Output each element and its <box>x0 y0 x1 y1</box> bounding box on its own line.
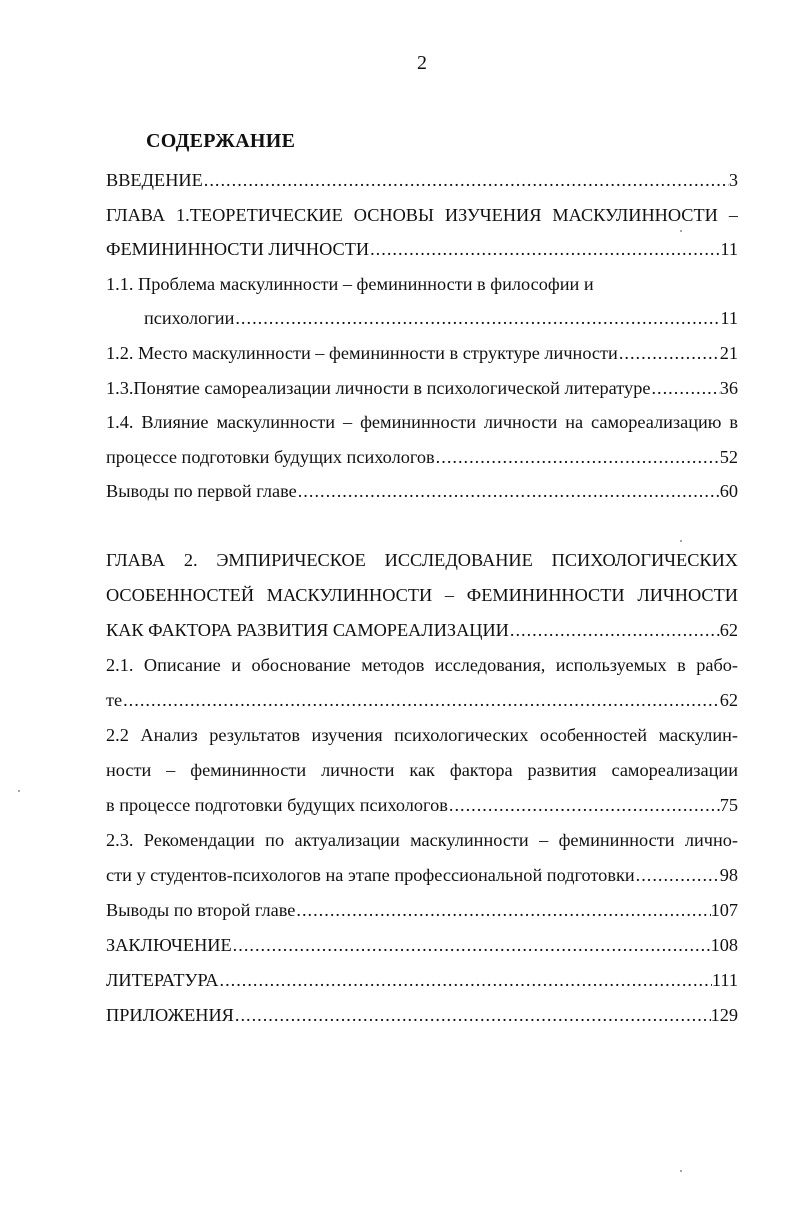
dot-leader <box>650 371 719 406</box>
toc-title: СОДЕРЖАНИЕ <box>146 130 296 152</box>
page-number: 2 <box>417 52 427 74</box>
toc-entry-text: ПРИЛОЖЕНИЯ <box>106 1004 234 1025</box>
toc-entry-text: 2.2 Анализ результатов изучения психологических особенностей маскулин- <box>106 724 738 745</box>
toc-entry-text: ФЕМИНИННОСТИ ЛИЧНОСТИ <box>106 239 370 260</box>
dot-leader <box>297 474 720 509</box>
toc-entry-chapter-1-line-1[interactable] <box>106 198 738 233</box>
toc-entry-introduction[interactable] <box>106 163 738 198</box>
toc-entry-2-3-line-2[interactable] <box>106 858 738 893</box>
toc-entry-1-2[interactable] <box>106 336 738 371</box>
toc-entry-2-1-line-2[interactable] <box>106 683 738 718</box>
toc-entry-page: 52 <box>719 446 738 467</box>
toc-entry-2-2-line-3[interactable] <box>106 788 738 823</box>
toc-entry-text: Выводы по второй главе <box>106 899 296 920</box>
toc-entry-page: 108 <box>710 934 738 955</box>
toc-entry-2-2-line-1[interactable] <box>106 718 738 753</box>
dot-leader <box>435 440 720 475</box>
toc-entry-page: 98 <box>719 864 738 885</box>
toc-entry-page: 11 <box>720 239 738 260</box>
toc-entry-1-1-line-2[interactable] <box>106 301 738 336</box>
toc-entry-text: ности – фемининности личности как фактора развития самореализации <box>106 759 738 780</box>
toc-entry-text: КАК ФАКТОРА РАЗВИТИЯ САМОРЕАЛИЗАЦИИ <box>106 619 509 640</box>
toc-entry-text: ОСОБЕННОСТЕЙ МАСКУЛИННОСТИ – ФЕМИНИННОСТИ ЛИЧНОСТИ <box>106 584 738 605</box>
toc-entry-text: ЛИТЕРАТУРА <box>106 969 219 990</box>
toc-entry-conclusions-1[interactable] <box>106 474 738 509</box>
dot-leader <box>635 858 720 893</box>
dot-leader <box>234 301 720 336</box>
toc-entry-page: 62 <box>719 619 738 640</box>
toc-entry-text: Выводы по первой главе <box>106 481 297 502</box>
toc-entry-text: 1.2. Место маскулинности – фемининности в структуре личности <box>106 342 618 363</box>
scan-speck <box>680 230 682 232</box>
toc-entry-text: ВВЕДЕНИЕ <box>106 170 203 190</box>
toc-entry-text: 2.3. Рекомендации по актуализации маскулинности – фемининности лично- <box>106 829 738 850</box>
toc-entry-text: 1.4. Влияние маскулинности – фемининности личности на самореализацию в <box>106 412 738 433</box>
toc-entry-chapter-2-line-1[interactable] <box>106 543 738 578</box>
toc-entry-text: в процессе подготовки будущих психологов <box>106 794 448 815</box>
table-of-contents <box>106 163 738 1033</box>
dot-leader <box>618 336 720 371</box>
toc-entry-chapter-2-line-2[interactable] <box>106 578 738 613</box>
toc-entry-appendices[interactable] <box>106 998 738 1033</box>
toc-entry-text: психологии <box>144 308 235 329</box>
toc-entry-text: сти у студентов-психологов на этапе профессиональной подготовки <box>106 864 635 885</box>
dot-leader <box>234 998 711 1033</box>
toc-entry-1-1-line-1[interactable] <box>106 267 738 302</box>
toc-entry-page: 107 <box>710 899 738 920</box>
toc-entry-1-3[interactable] <box>106 371 738 406</box>
toc-entry-chapter-2-line-3[interactable] <box>106 613 738 648</box>
toc-entry-literature[interactable] <box>106 963 738 998</box>
dot-leader <box>219 963 712 998</box>
toc-entry-conclusions-2[interactable] <box>106 893 738 928</box>
toc-entry-2-2-line-2[interactable] <box>106 753 738 788</box>
toc-entry-page: 62 <box>719 689 738 710</box>
dot-leader <box>369 232 720 267</box>
toc-entry-page: 75 <box>719 794 738 815</box>
toc-entry-text: ГЛАВА 2. ЭМПИРИЧЕСКОЕ ИССЛЕДОВАНИЕ ПСИХОЛОГИЧЕСКИХ <box>106 549 738 570</box>
toc-entry-text: процессе подготовки будущих психологов <box>106 446 435 467</box>
dot-leader <box>232 928 711 963</box>
toc-entry-1-4-line-1[interactable] <box>106 405 738 440</box>
toc-entry-chapter-1-line-2[interactable] <box>106 232 738 267</box>
toc-entry-text: ГЛАВА 1.ТЕОРЕТИЧЕСКИЕ ОСНОВЫ ИЗУЧЕНИЯ МАСКУЛИННОСТИ – <box>106 204 738 225</box>
scan-speck <box>18 790 20 792</box>
toc-entry-page: 21 <box>719 342 738 363</box>
dot-leader <box>448 788 720 823</box>
dot-leader <box>295 893 710 928</box>
toc-entry-text: 1.3.Понятие самореализации личности в психологической литературе <box>106 377 651 398</box>
scan-speck <box>680 540 682 542</box>
toc-entry-conclusion[interactable] <box>106 928 738 963</box>
toc-entry-page: 111 <box>711 969 738 990</box>
dot-leader <box>509 613 720 648</box>
toc-entry-text: 2.1. Описание и обоснование методов исследования, используемых в рабо- <box>106 654 738 675</box>
toc-entry-1-4-line-2[interactable] <box>106 440 738 475</box>
toc-entry-text: 1.1. Проблема маскулинности – фемининности в философии и <box>106 273 594 294</box>
dot-leader <box>203 163 729 198</box>
toc-entry-2-3-line-1[interactable] <box>106 823 738 858</box>
toc-entry-page: 3 <box>728 170 738 190</box>
toc-entry-text: те <box>106 689 123 710</box>
toc-entry-page: 60 <box>719 481 738 502</box>
toc-entry-page: 36 <box>719 377 738 398</box>
toc-entry-page: 11 <box>720 308 738 329</box>
toc-entry-2-1-line-1[interactable] <box>106 648 738 683</box>
toc-entry-text: ЗАКЛЮЧЕНИЕ <box>106 934 232 955</box>
dot-leader <box>122 683 720 718</box>
section-spacer <box>106 509 738 543</box>
toc-entry-page: 129 <box>710 1004 738 1025</box>
scan-speck <box>680 1170 682 1172</box>
